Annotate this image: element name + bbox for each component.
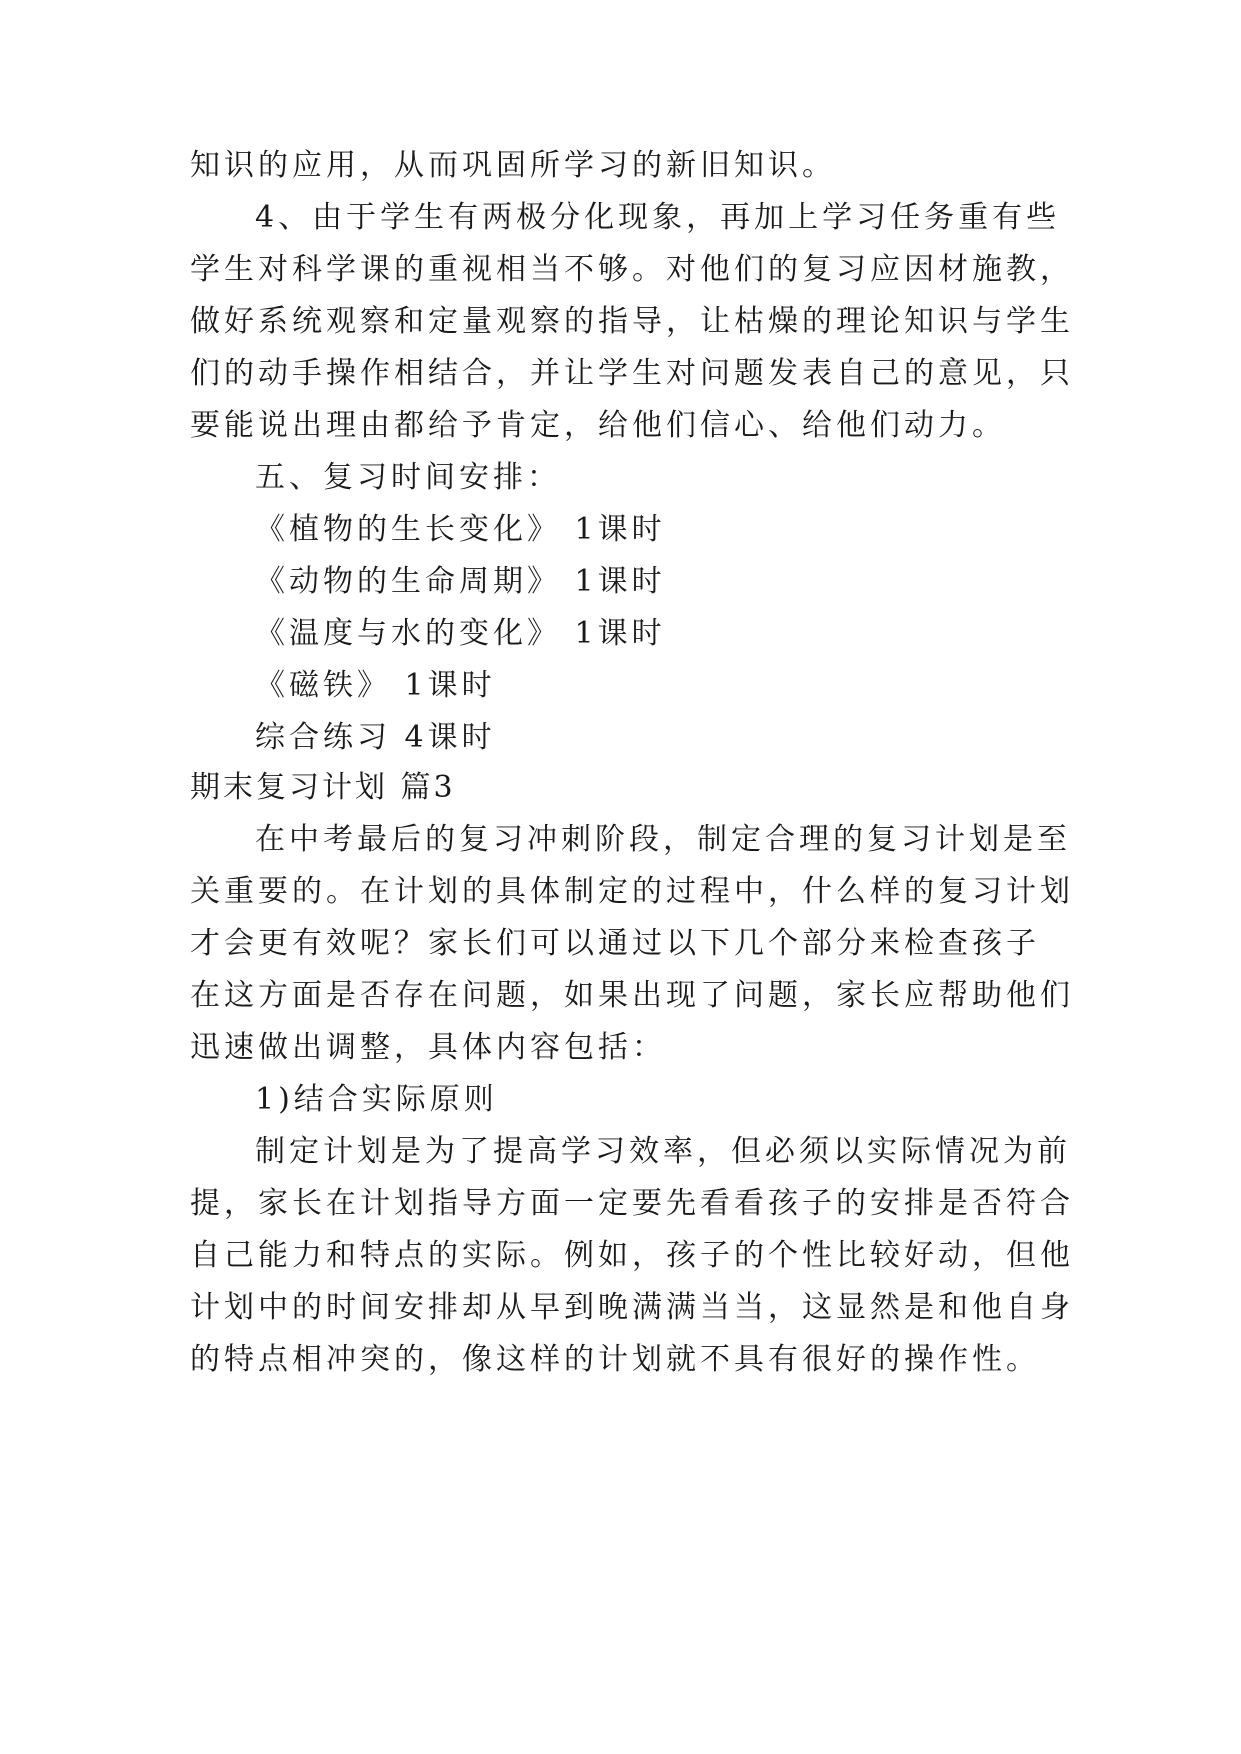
paragraph-line: 知识的应用，从而巩固所学习的新旧知识。 <box>190 148 836 183</box>
schedule-item: 《温度与水的变化》 1课时 <box>255 616 666 651</box>
paragraph-line: 计划中的时间安排却从早到晚满满当当，这显然是和他自身 <box>190 1290 1074 1325</box>
paragraph-line: 在中考最后的复习冲刺阶段，制定合理的复习计划是至 <box>255 822 1071 857</box>
article-title: 期末复习计划 篇3 <box>190 770 456 805</box>
paragraph-line: 关重要的。在计划的具体制定的过程中，什么样的复习计划 <box>190 874 1074 909</box>
paragraph-line: 制定计划是为了提高学习效率，但必须以实际情况为前 <box>255 1134 1071 1169</box>
paragraph-line: 4、由于学生有两极分化现象，再加上学习任务重有些 <box>255 200 1061 235</box>
paragraph-line: 才会更有效呢？家长们可以通过以下几个部分来检查孩子 <box>190 926 1040 961</box>
paragraph-line: 自己能力和特点的实际。例如，孩子的个性比较好动，但他 <box>190 1238 1074 1273</box>
schedule-item: 《植物的生长变化》 1课时 <box>255 512 666 547</box>
paragraph-line: 在这方面是否存在问题，如果出现了问题，家长应帮助他们 <box>190 978 1074 1013</box>
section-heading: 五、复习时间安排： <box>255 460 561 495</box>
subsection-heading: 1)结合实际原则 <box>255 1082 498 1117</box>
schedule-item: 综合练习 4课时 <box>255 720 496 755</box>
schedule-item: 《磁铁》 1课时 <box>255 668 496 703</box>
schedule-item: 《动物的生命周期》 1课时 <box>255 564 666 599</box>
paragraph-line: 学生对科学课的重视相当不够。对他们的复习应因材施教， <box>190 252 1074 287</box>
paragraph-line: 迅速做出调整，具体内容包括： <box>190 1030 666 1065</box>
paragraph-line: 们的动手操作相结合，并让学生对问题发表自己的意见，只 <box>190 356 1074 391</box>
paragraph-line: 的特点相冲突的，像这样的计划就不具有很好的操作性。 <box>190 1342 1040 1377</box>
paragraph-line: 要能说出理由都给予肯定，给他们信心、给他们动力。 <box>190 408 1006 443</box>
paragraph-line: 提，家长在计划指导方面一定要先看看孩子的安排是否符合 <box>190 1186 1074 1221</box>
paragraph-line: 做好系统观察和定量观察的指导，让枯燥的理论知识与学生 <box>190 304 1074 339</box>
